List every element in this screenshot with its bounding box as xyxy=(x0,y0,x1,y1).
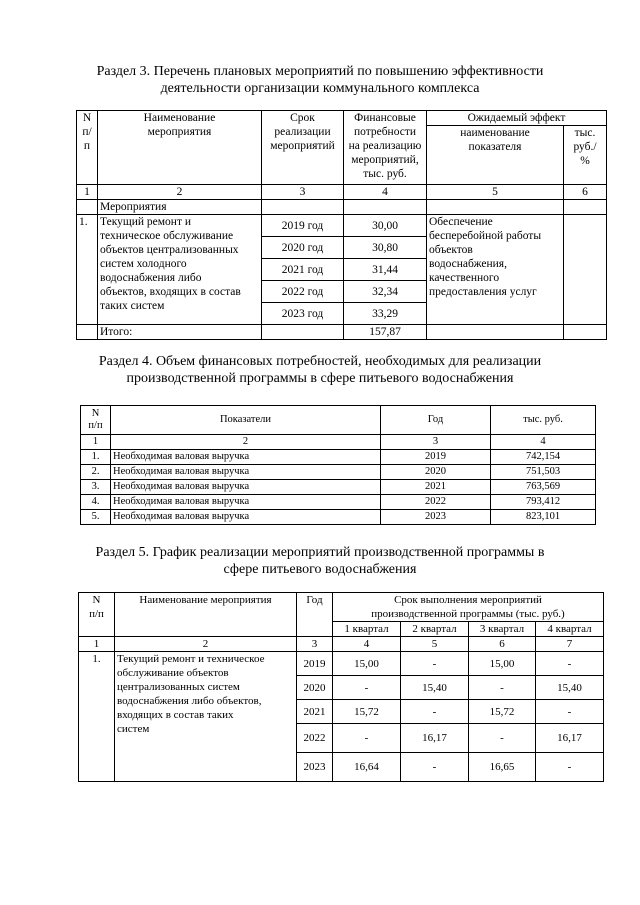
header-q2: 2 квартал xyxy=(401,622,469,637)
header-name: Наименование мероприятия xyxy=(115,593,297,637)
row-value: 751,503 xyxy=(491,465,596,480)
table-row xyxy=(81,510,596,525)
header-q4: 4 квартал xyxy=(536,622,604,637)
header-year: Год xyxy=(381,406,491,435)
row-num: 1. xyxy=(81,450,111,465)
row-name: Необходимая валовая выручка xyxy=(111,510,381,525)
q2-cell: 16,17 xyxy=(401,724,469,753)
year-cell: 2019 xyxy=(297,652,333,676)
section5-title-line2: сфере питьевого водоснабжения xyxy=(223,562,417,577)
column-number-row xyxy=(77,185,607,200)
q3-cell: 15,00 xyxy=(469,652,536,676)
amount-cell: 31,44 xyxy=(344,259,427,281)
col-number: 6 xyxy=(564,185,607,200)
col-number: 4 xyxy=(491,435,596,450)
amount-cell: 33,29 xyxy=(344,303,427,325)
table-row xyxy=(81,495,596,510)
section3-title xyxy=(0,63,640,97)
table-header-row xyxy=(79,593,604,622)
q4-cell: 15,40 xyxy=(536,676,604,700)
header-expected-effect: Ожидаемый эффект xyxy=(427,111,607,126)
q1-cell: - xyxy=(333,676,401,700)
amount-cell: 30,80 xyxy=(344,237,427,259)
unit-cell xyxy=(564,215,607,325)
header-num: N п/п xyxy=(79,593,115,637)
row-name: Текущий ремонт и техническое обслуживание объектов централизованных систем водоснабжения либо объектов, входящих в состав таких систем xyxy=(115,652,297,782)
table-row xyxy=(81,450,596,465)
row-name: Необходимая валовая выручка xyxy=(111,495,381,510)
row-num: 2. xyxy=(81,465,111,480)
col-number: 6 xyxy=(469,637,536,652)
amount-cell: 30,00 xyxy=(344,215,427,237)
q3-cell: - xyxy=(469,724,536,753)
col-number: 1 xyxy=(77,185,98,200)
col-number: 2 xyxy=(98,185,262,200)
q4-cell: - xyxy=(536,652,604,676)
section3-table xyxy=(76,110,607,340)
header-unit: тыс. руб./ % xyxy=(564,126,607,185)
header-indicators: Показатели xyxy=(111,406,381,435)
col-number: 3 xyxy=(262,185,344,200)
year-cell: 2022 год xyxy=(262,281,344,303)
q1-cell: - xyxy=(333,724,401,753)
q1-cell: 15,00 xyxy=(333,652,401,676)
q4-cell: 16,17 xyxy=(536,724,604,753)
section4-title-line2: производственной программы в сфере питьевого водоснабжения xyxy=(126,371,514,386)
col-number: 5 xyxy=(427,185,564,200)
section5-title-line1: Раздел 5. График реализации мероприятий производственной программы в xyxy=(95,545,545,560)
table-header-row xyxy=(81,406,596,435)
year-cell: 2023 xyxy=(297,753,333,782)
row-num: 3. xyxy=(81,480,111,495)
row-value: 823,101 xyxy=(491,510,596,525)
header-q1: 1 квартал xyxy=(333,622,401,637)
year-cell: 2021 xyxy=(297,700,333,724)
row-value: 793,412 xyxy=(491,495,596,510)
row-num: 1. xyxy=(77,215,98,325)
row-year: 2023 xyxy=(381,510,491,525)
table-header-row xyxy=(77,111,607,126)
row-year: 2021 xyxy=(381,480,491,495)
col-number: 5 xyxy=(401,637,469,652)
row-value: 763,569 xyxy=(491,480,596,495)
q2-cell: - xyxy=(401,753,469,782)
column-number-row xyxy=(81,435,596,450)
year-cell: 2020 xyxy=(297,676,333,700)
section4-title-line1: Раздел 4. Объем финансовых потребностей, необходимых для реализации xyxy=(98,354,542,369)
col-number: 1 xyxy=(81,435,111,450)
q4-cell: - xyxy=(536,753,604,782)
group-row xyxy=(77,200,607,215)
row-num: 4. xyxy=(81,495,111,510)
q2-cell: 15,40 xyxy=(401,676,469,700)
col-number: 2 xyxy=(115,637,297,652)
row-year: 2022 xyxy=(381,495,491,510)
row-name: Необходимая валовая выручка xyxy=(111,450,381,465)
total-value: 157,87 xyxy=(344,325,427,340)
table-row xyxy=(81,465,596,480)
section3-title-line1: Раздел 3. Перечень плановых мероприятий по повышению эффективности xyxy=(96,64,544,79)
section4-title xyxy=(0,353,640,387)
section3-title-line2: деятельности организации коммунального комплекса xyxy=(160,81,480,96)
section5-table xyxy=(78,592,604,782)
header-name: Наименование мероприятия xyxy=(98,111,262,185)
column-number-row xyxy=(79,637,604,652)
total-label: Итого: xyxy=(98,325,262,340)
header-term: Срок реализации мероприятий xyxy=(262,111,344,185)
row-name: Необходимая валовая выручка xyxy=(111,480,381,495)
col-number: 3 xyxy=(381,435,491,450)
table-row xyxy=(81,480,596,495)
q3-cell: - xyxy=(469,676,536,700)
col-number: 4 xyxy=(344,185,427,200)
row-year: 2020 xyxy=(381,465,491,480)
group-label: Мероприятия xyxy=(98,200,262,215)
col-number: 3 xyxy=(297,637,333,652)
q1-cell: 16,64 xyxy=(333,753,401,782)
row-num: 5. xyxy=(81,510,111,525)
q3-cell: 16,65 xyxy=(469,753,536,782)
col-number: 1 xyxy=(79,637,115,652)
year-cell: 2020 год xyxy=(262,237,344,259)
header-num: N п/п xyxy=(81,406,111,435)
header-q3: 3 квартал xyxy=(469,622,536,637)
q2-cell: - xyxy=(401,652,469,676)
year-cell: 2022 xyxy=(297,724,333,753)
q1-cell: 15,72 xyxy=(333,700,401,724)
header-unit: тыс. руб. xyxy=(491,406,596,435)
col-number: 4 xyxy=(333,637,401,652)
year-cell: 2023 год xyxy=(262,303,344,325)
row-value: 742,154 xyxy=(491,450,596,465)
total-row xyxy=(77,325,607,340)
row-name: Текущий ремонт и техническое обслуживание объектов централизованных систем холодного водоснабжения либо объектов, входящих в состав таких систем xyxy=(98,215,262,325)
header-num: N п/ п xyxy=(77,111,98,185)
section5-title xyxy=(0,544,640,578)
q4-cell: - xyxy=(536,700,604,724)
q3-cell: 15,72 xyxy=(469,700,536,724)
header-term: Срок выполнения мероприятий производственной программы (тыс. руб.) xyxy=(333,593,604,622)
header-indicator-name: наименование показателя xyxy=(427,126,564,185)
col-number: 2 xyxy=(111,435,381,450)
table-row xyxy=(79,652,604,676)
row-name: Необходимая валовая выручка xyxy=(111,465,381,480)
table-row xyxy=(77,215,607,237)
year-cell: 2021 год xyxy=(262,259,344,281)
header-year: Год xyxy=(297,593,333,637)
year-cell: 2019 год xyxy=(262,215,344,237)
header-financial-needs: Финансовые потребности на реализацию мероприятий, тыс. руб. xyxy=(344,111,427,185)
row-year: 2019 xyxy=(381,450,491,465)
q2-cell: - xyxy=(401,700,469,724)
section4-table xyxy=(80,405,596,525)
effect-description: Обеспечение бесперебойной работы объектов водоснабжения, качественного предоставления услуг xyxy=(427,215,564,325)
amount-cell: 32,34 xyxy=(344,281,427,303)
col-number: 7 xyxy=(536,637,604,652)
row-num: 1. xyxy=(79,652,115,782)
